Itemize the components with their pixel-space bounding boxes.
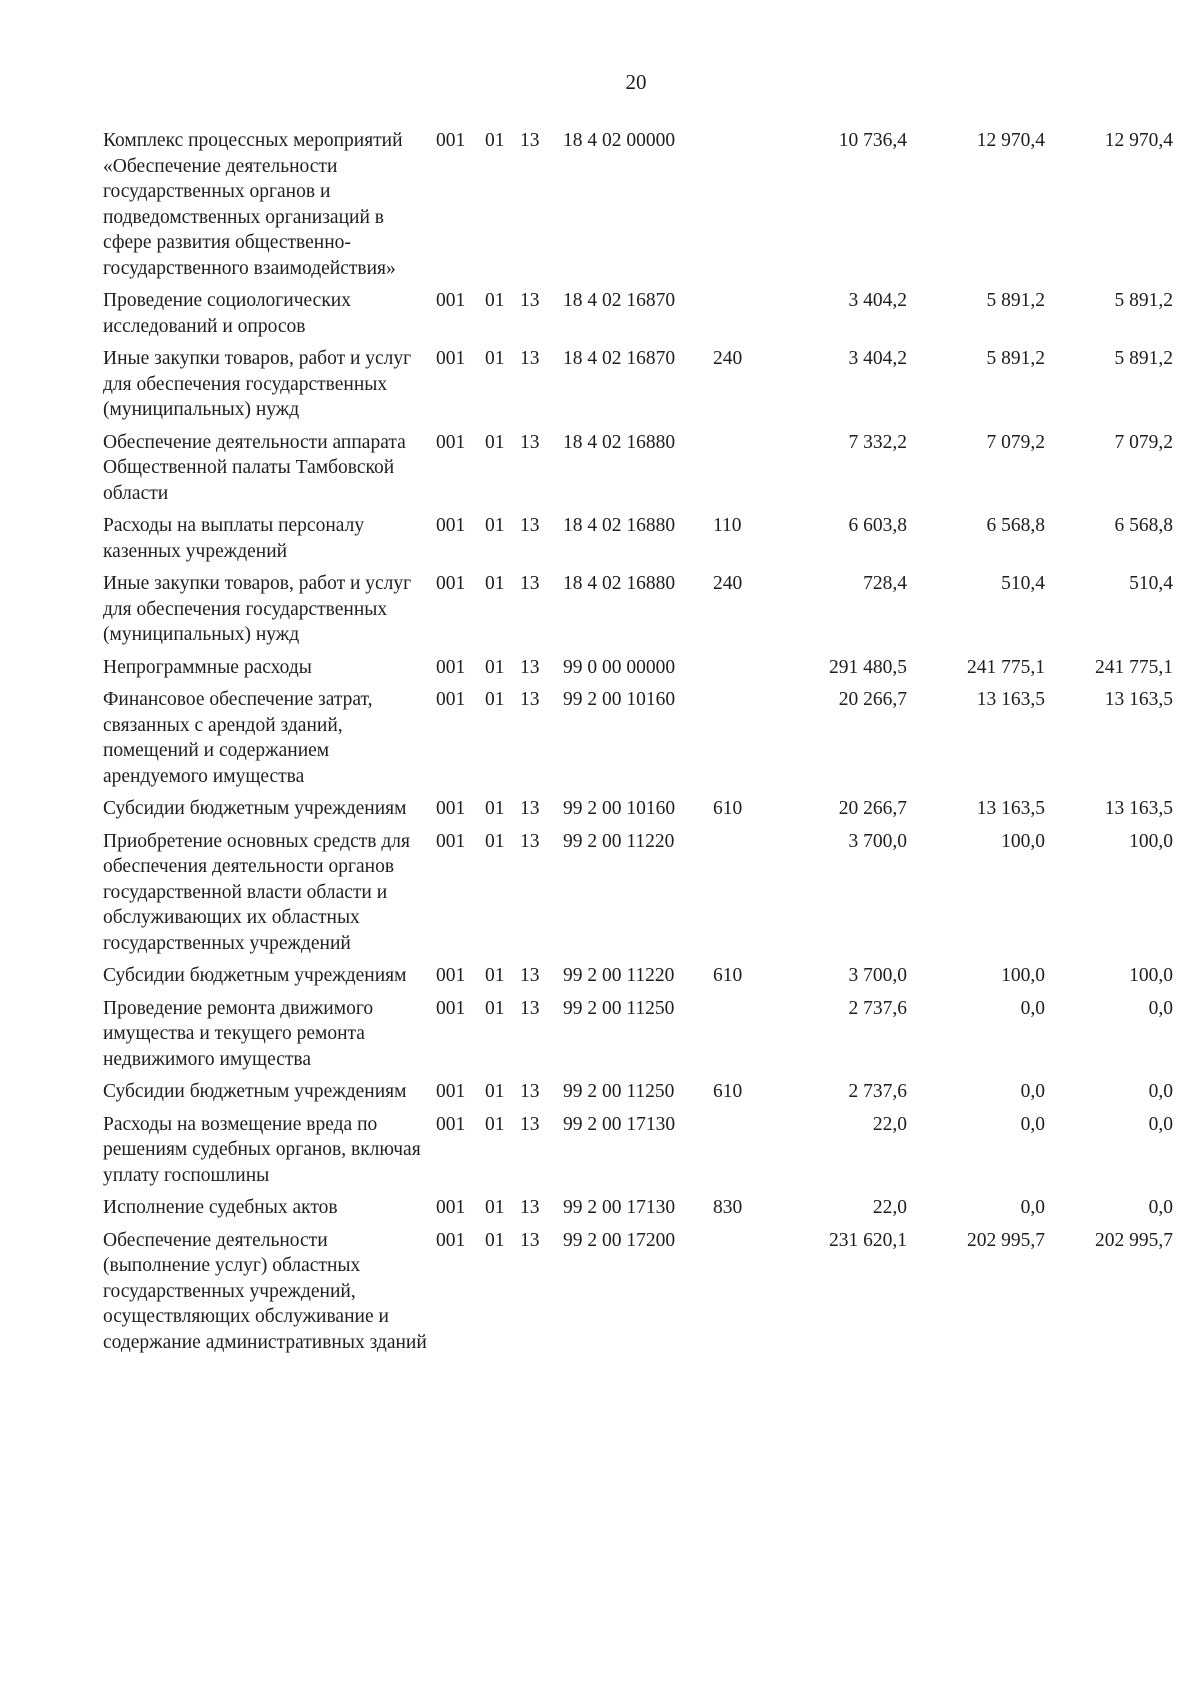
expense-type-code <box>713 288 773 346</box>
table-row <box>103 128 1173 288</box>
expense-type-code: 610 <box>713 965 743 986</box>
section-code: 01 <box>485 290 505 311</box>
table-row <box>103 288 1173 346</box>
amount-year-2: 0,0 <box>1020 1197 1045 1218</box>
subsection-code: 13 <box>520 689 540 710</box>
expense-name: Проведение ремонта движимого имущества и текущего ремонта недвижимого имущества <box>103 997 374 1070</box>
subsection-code: 13 <box>520 515 540 536</box>
target-article-code: 99 2 00 10160 <box>563 798 676 819</box>
amount-year-1: 3 404,2 <box>848 348 907 369</box>
amount-year-1: 7 332,2 <box>848 431 907 453</box>
grbs-code: 001 <box>436 515 466 536</box>
grbs-code: 001 <box>436 965 466 986</box>
amount-year-3: 100,0 <box>1129 830 1173 852</box>
target-article-code: 18 4 02 16870 <box>563 290 676 311</box>
subsection-code: 13 <box>520 997 540 1019</box>
subsection-code: 13 <box>520 830 540 852</box>
grbs-code: 001 <box>436 798 466 819</box>
table-row <box>103 1228 1173 1363</box>
amount-year-3: 6 568,8 <box>1114 515 1173 536</box>
amount-year-1: 2 737,6 <box>848 1081 907 1102</box>
expense-type-code <box>713 996 773 1080</box>
amount-year-1: 20 266,7 <box>838 689 907 710</box>
amount-year-2: 510,4 <box>1001 573 1045 594</box>
table-row <box>103 513 1173 571</box>
grbs-code: 001 <box>436 290 466 311</box>
expense-name: Комплекс процессных мероприятий «Обеспечение деятельности государственных органов и подведомственных организаций в сфере развития общественно-государственного взаимодействия» <box>103 130 403 279</box>
amount-year-3: 0,0 <box>1148 997 1173 1019</box>
subsection-code: 13 <box>520 798 540 819</box>
target-article-code: 18 4 02 16870 <box>563 348 676 369</box>
amount-year-1: 2 737,6 <box>848 997 907 1019</box>
table-body <box>103 128 1173 1362</box>
grbs-code: 001 <box>436 573 466 594</box>
amount-year-2: 100,0 <box>1001 830 1045 852</box>
section-code: 01 <box>485 798 505 819</box>
grbs-code: 001 <box>436 830 466 852</box>
section-code: 01 <box>485 515 505 536</box>
expense-name: Иные закупки товаров, работ и услуг для обеспечения государственных (муниципальных) нужд <box>103 348 412 420</box>
amount-year-3: 0,0 <box>1148 1081 1173 1102</box>
table-row <box>103 571 1173 655</box>
amount-year-2: 202 995,7 <box>967 1229 1045 1251</box>
amount-year-1: 3 700,0 <box>848 830 907 852</box>
expense-name: Финансовое обеспечение затрат, связанных с арендой зданий, помещений и содержанием арендуемого имущества <box>103 689 373 787</box>
amount-year-2: 100,0 <box>1001 965 1045 986</box>
section-code: 01 <box>485 830 505 852</box>
expense-name: Проведение социологических исследований и опросов <box>103 290 351 337</box>
amount-year-2: 6 568,8 <box>986 515 1045 536</box>
section-code: 01 <box>485 689 505 710</box>
expense-type-code <box>713 1228 773 1363</box>
expense-name: Субсидии бюджетным учреждениям <box>103 798 407 819</box>
expense-type-code: 240 <box>713 573 743 594</box>
grbs-code: 001 <box>436 130 466 151</box>
amount-year-2: 13 163,5 <box>976 689 1045 710</box>
expense-type-code: 610 <box>713 798 743 819</box>
table-row <box>103 1079 1173 1112</box>
grbs-code: 001 <box>436 656 466 678</box>
table-row <box>103 1112 1173 1196</box>
amount-year-1: 3 404,2 <box>848 290 907 311</box>
subsection-code: 13 <box>520 1081 540 1102</box>
expense-type-code <box>713 128 773 288</box>
expense-type-code <box>713 1112 773 1196</box>
table-row <box>103 829 1173 964</box>
subsection-code: 13 <box>520 290 540 311</box>
amount-year-3: 13 163,5 <box>1104 689 1173 710</box>
subsection-code: 13 <box>520 965 540 986</box>
section-code: 01 <box>485 965 505 986</box>
expense-name: Обеспечение деятельности аппарата Общественной палаты Тамбовской области <box>103 431 406 504</box>
target-article-code: 99 0 00 00000 <box>563 656 676 678</box>
target-article-code: 18 4 02 16880 <box>563 515 676 536</box>
target-article-code: 99 2 00 10160 <box>563 689 676 710</box>
expense-type-code <box>713 687 773 796</box>
expense-name: Иные закупки товаров, работ и услуг для обеспечения государственных (муниципальных) нужд <box>103 573 412 645</box>
target-article-code: 18 4 02 16880 <box>563 573 676 594</box>
section-code: 01 <box>485 348 505 369</box>
subsection-code: 13 <box>520 1229 540 1251</box>
grbs-code: 001 <box>436 431 466 453</box>
subsection-code: 13 <box>520 130 540 151</box>
target-article-code: 99 2 00 11220 <box>563 965 675 986</box>
expense-type-code <box>713 655 773 688</box>
table-row <box>103 346 1173 430</box>
target-article-code: 18 4 02 00000 <box>563 130 676 151</box>
section-code: 01 <box>485 997 505 1019</box>
amount-year-3: 241 775,1 <box>1095 656 1173 678</box>
amount-year-3: 202 995,7 <box>1095 1229 1173 1251</box>
amount-year-2: 5 891,2 <box>986 290 1045 311</box>
table-row <box>103 430 1173 514</box>
subsection-code: 13 <box>520 348 540 369</box>
expense-type-code: 240 <box>713 348 743 369</box>
subsection-code: 13 <box>520 1197 540 1218</box>
subsection-code: 13 <box>520 1113 540 1135</box>
table-row <box>103 996 1173 1080</box>
amount-year-1: 22,0 <box>872 1113 907 1135</box>
section-code: 01 <box>485 431 505 453</box>
amount-year-1: 231 620,1 <box>829 1229 907 1251</box>
amount-year-2: 0,0 <box>1020 1113 1045 1135</box>
grbs-code: 001 <box>436 1113 466 1135</box>
expense-type-code: 830 <box>713 1197 743 1218</box>
section-code: 01 <box>485 130 505 151</box>
section-code: 01 <box>485 1081 505 1102</box>
expense-name: Расходы на выплаты персоналу казенных учреждений <box>103 515 365 562</box>
amount-year-2: 7 079,2 <box>986 431 1045 453</box>
amount-year-3: 510,4 <box>1129 573 1173 594</box>
table-row <box>103 963 1173 996</box>
target-article-code: 99 2 00 11250 <box>563 1081 675 1102</box>
section-code: 01 <box>485 1197 505 1218</box>
table-row <box>103 655 1173 688</box>
grbs-code: 001 <box>436 1229 466 1251</box>
expense-type-code: 610 <box>713 1081 743 1102</box>
target-article-code: 18 4 02 16880 <box>563 431 676 453</box>
amount-year-3: 13 163,5 <box>1104 798 1173 819</box>
target-article-code: 99 2 00 17130 <box>563 1113 676 1135</box>
amount-year-3: 7 079,2 <box>1114 431 1173 453</box>
amount-year-2: 241 775,1 <box>967 656 1045 678</box>
amount-year-3: 12 970,4 <box>1104 130 1173 151</box>
expense-type-code <box>713 829 773 964</box>
expense-name: Непрограммные расходы <box>103 656 312 678</box>
subsection-code: 13 <box>520 431 540 453</box>
expense-type-code <box>713 430 773 514</box>
grbs-code: 001 <box>436 348 466 369</box>
section-code: 01 <box>485 1229 505 1251</box>
amount-year-3: 0,0 <box>1148 1197 1173 1218</box>
budget-table <box>103 128 1173 1362</box>
page-number: 20 <box>625 70 647 94</box>
amount-year-1: 22,0 <box>872 1197 907 1218</box>
expense-name: Субсидии бюджетным учреждениям <box>103 1081 407 1102</box>
expense-name: Расходы на возмещение вреда по решениям судебных органов, включая уплату госпошлины <box>103 1113 421 1186</box>
grbs-code: 001 <box>436 689 466 710</box>
target-article-code: 99 2 00 17200 <box>563 1229 676 1251</box>
amount-year-2: 12 970,4 <box>976 130 1045 151</box>
grbs-code: 001 <box>436 1081 466 1102</box>
subsection-code: 13 <box>520 656 540 678</box>
amount-year-3: 100,0 <box>1129 965 1173 986</box>
subsection-code: 13 <box>520 573 540 594</box>
section-code: 01 <box>485 573 505 594</box>
amount-year-2: 0,0 <box>1020 1081 1045 1102</box>
amount-year-2: 13 163,5 <box>976 798 1045 819</box>
amount-year-1: 291 480,5 <box>829 656 907 678</box>
amount-year-1: 6 603,8 <box>848 515 907 536</box>
target-article-code: 99 2 00 17130 <box>563 1197 676 1218</box>
target-article-code: 99 2 00 11250 <box>563 997 675 1019</box>
section-code: 01 <box>485 1113 505 1135</box>
amount-year-3: 0,0 <box>1148 1113 1173 1135</box>
section-code: 01 <box>485 656 505 678</box>
amount-year-3: 5 891,2 <box>1114 290 1173 311</box>
amount-year-2: 5 891,2 <box>986 348 1045 369</box>
amount-year-2: 0,0 <box>1020 997 1045 1019</box>
amount-year-1: 20 266,7 <box>838 798 907 819</box>
amount-year-1: 728,4 <box>863 573 907 594</box>
amount-year-1: 10 736,4 <box>838 130 907 151</box>
expense-name: Исполнение судебных актов <box>103 1197 338 1218</box>
amount-year-3: 5 891,2 <box>1114 348 1173 369</box>
grbs-code: 001 <box>436 1197 466 1218</box>
amount-year-1: 3 700,0 <box>848 965 907 986</box>
table-row <box>103 1195 1173 1228</box>
expense-name: Обеспечение деятельности (выполнение услуг) областных государственных учреждений, осуществляющих обслуживание и содержание административных зданий <box>103 1229 427 1353</box>
expense-type-code: 110 <box>713 515 742 536</box>
expense-name: Субсидии бюджетным учреждениям <box>103 965 407 986</box>
table-row <box>103 796 1173 829</box>
target-article-code: 99 2 00 11220 <box>563 830 675 852</box>
grbs-code: 001 <box>436 997 466 1019</box>
table-row <box>103 687 1173 796</box>
expense-name: Приобретение основных средств для обеспечения деятельности органов государственной власти области и обслуживающих их областных государственных учреждений <box>103 830 410 954</box>
